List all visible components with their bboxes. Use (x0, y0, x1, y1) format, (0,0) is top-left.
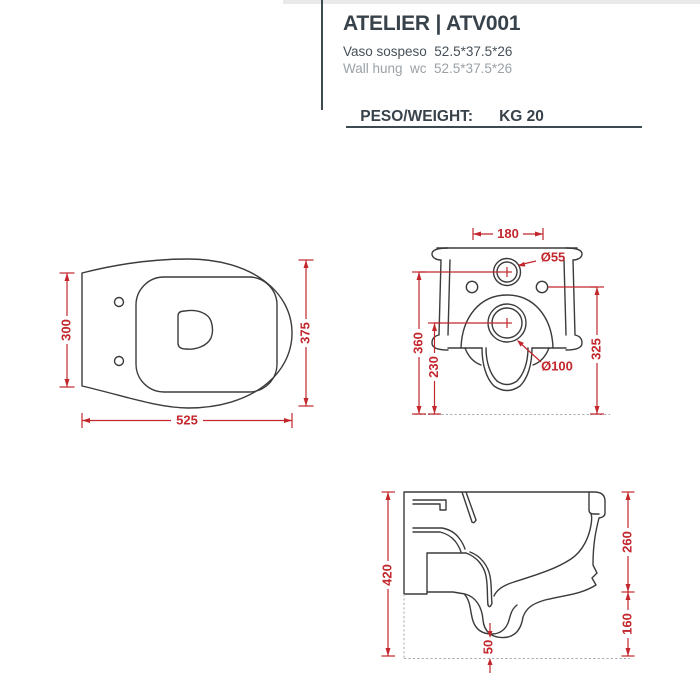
inlet-recess (427, 553, 466, 592)
weight-label: PESO/WEIGHT: (360, 108, 474, 125)
weight-row (343, 90, 544, 144)
dim-180-label: 180 (497, 225, 519, 241)
dim-300-label: 300 (58, 319, 74, 341)
bowl-inner-surface (494, 514, 592, 596)
mid-channel-b (413, 532, 461, 552)
dim-160-label: 160 (619, 613, 635, 635)
right-bracket-inner-edge (564, 260, 566, 335)
bowl-outer-outline (82, 259, 292, 408)
dimension-arrows (65, 260, 309, 423)
rear-view-drawing (405, 225, 640, 425)
weight-value: KG 20 (499, 108, 544, 125)
right-bracket-column (566, 248, 582, 350)
trap-inner-wall (465, 595, 517, 634)
dim-525-label: 525 (176, 412, 198, 428)
subtitle-english: Wall hung wc 52.5*37.5*26 (343, 61, 513, 76)
seat-ring (136, 277, 277, 392)
weir-partition-a (466, 553, 488, 605)
rim-channel-right (589, 492, 599, 514)
dim-260-label: 260 (619, 531, 635, 553)
top-view-drawing (40, 245, 320, 441)
dim-230-label: 230 (425, 356, 441, 378)
hinge-hole-bottom (115, 357, 124, 366)
side-view-drawing (380, 485, 640, 680)
fixing-hole-right (536, 281, 547, 292)
rim-channel-left (413, 500, 446, 510)
dimension-arrows (386, 492, 631, 665)
side-view-dimensions (379, 492, 634, 673)
top-view-body (82, 259, 292, 408)
fixing-hole-left (466, 281, 477, 292)
dim-325-label: 325 (588, 338, 604, 360)
page-title: ATELIER | ATV001 (343, 12, 521, 35)
side-view-body (404, 492, 605, 638)
subtitle-italian: Vaso sospeso 52.5*37.5*26 (343, 44, 513, 59)
dim-360-label: 360 (410, 332, 426, 354)
dim-50-label: 50 (480, 639, 496, 655)
top-border-strip (283, 0, 700, 4)
header-vertical-divider (321, 0, 323, 110)
body-outline (404, 492, 605, 638)
bowl-opening (178, 310, 213, 349)
left-bracket-inner-edge (448, 260, 450, 335)
top-view-dimensions (58, 260, 313, 428)
header-rule (346, 126, 642, 128)
mid-channel-a (413, 528, 465, 549)
dim-diam55-label: Ø55 (540, 249, 566, 265)
hinge-hole-top (115, 298, 124, 307)
dim-diam100-label: Ø100 (541, 358, 573, 374)
arch-connector-left (465, 348, 481, 365)
dim-375-label: 375 (297, 322, 313, 344)
dim-420-label: 420 (379, 564, 395, 586)
trapway-inner (486, 348, 528, 385)
